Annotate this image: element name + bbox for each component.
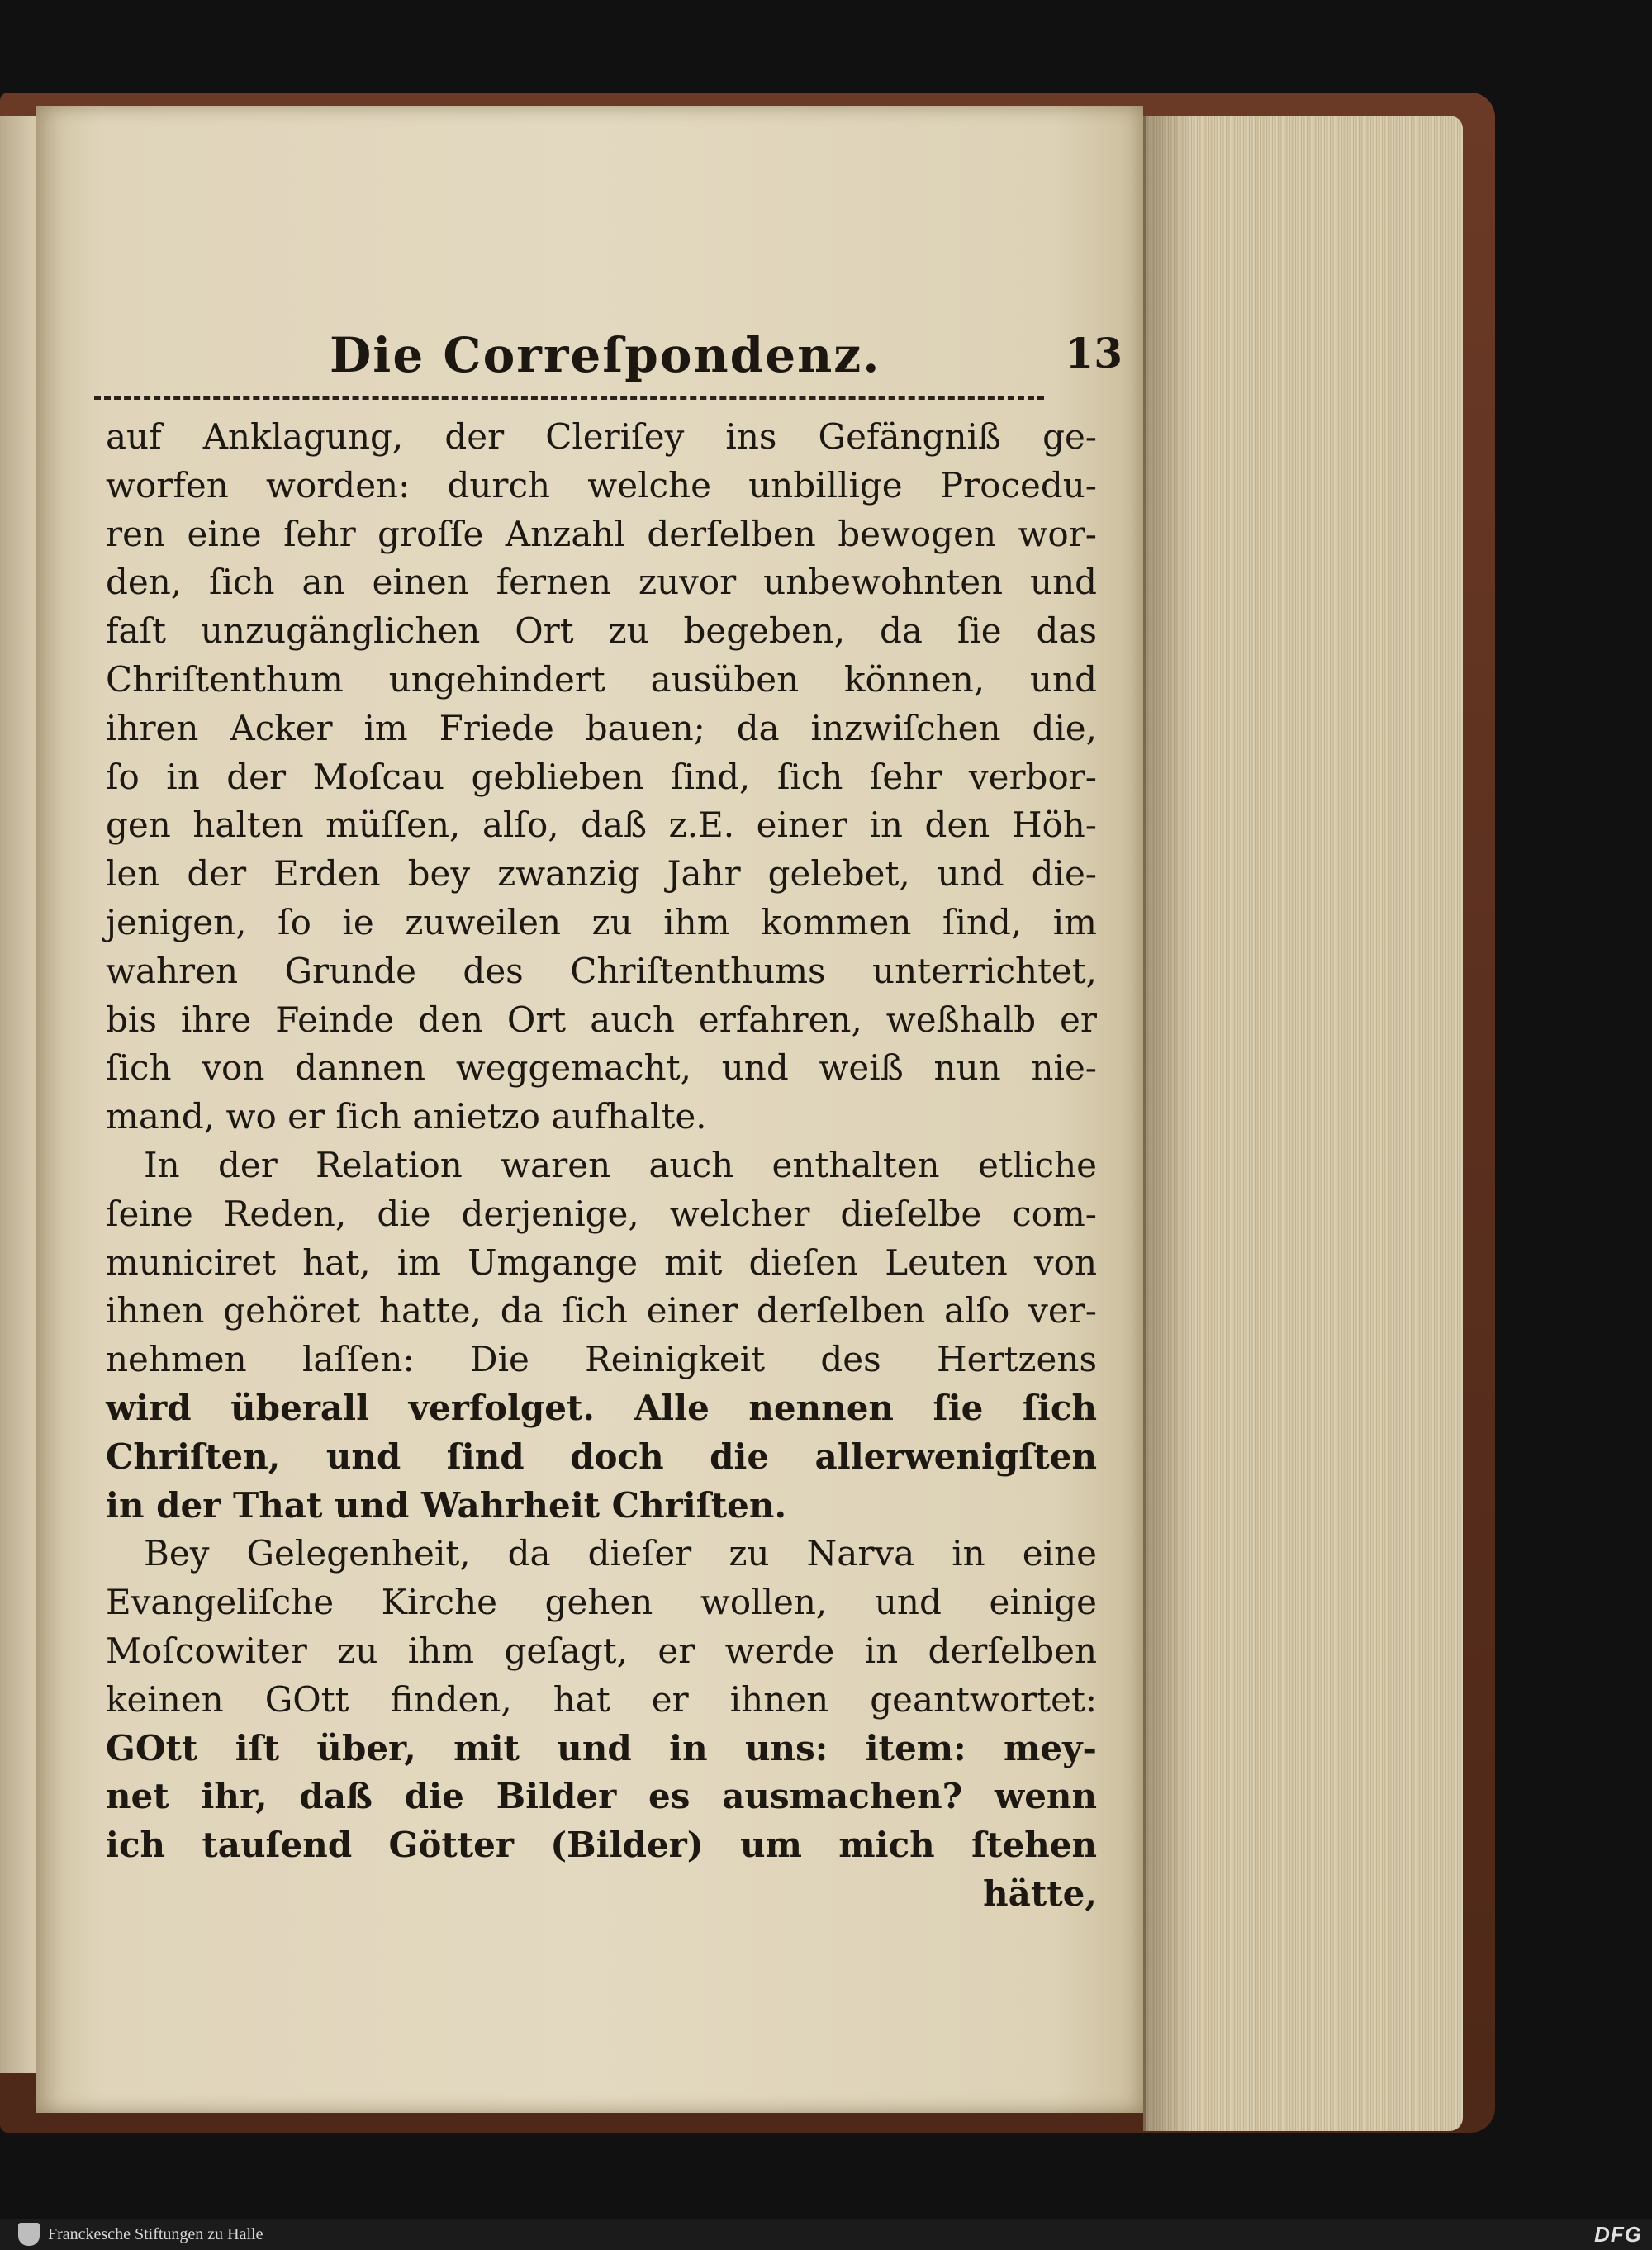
text-line: ſo in der Moſcau geblieben ſind, ſich ſehr verbor- <box>106 756 1097 797</box>
text-line: ihnen gehöret hatte, da ſich einer derſelben alſo ver- <box>106 1290 1097 1331</box>
text-line: municiret hat, im Umgange mit dieſen Leuten von <box>106 1241 1097 1283</box>
text-line: In der Relation waren auch enthalten etliche <box>144 1144 1097 1185</box>
text-line: faſt unzugänglichen Ort zu begeben, da ſie das <box>106 610 1097 652</box>
text-line: worfen worden: durch welche unbillige Procedu- <box>106 464 1097 506</box>
text-line: ſich von dannen weggemacht, und weiß nun nie- <box>106 1047 1097 1089</box>
page-edges-shadow <box>1143 116 1193 2131</box>
text-line: ſeine Reden, die derjenige, welcher dieſelbe com- <box>106 1193 1097 1234</box>
text-line: ren eine ſehr groſſe Anzahl derſelben bewogen wor- <box>106 513 1097 554</box>
text-line: den, ſich an einen fernen zuvor unbewohnten und <box>106 562 1097 603</box>
text-line: Moſcowiter zu ihm geſagt, er werde in derſelben <box>106 1630 1097 1671</box>
text-line: nehmen laſſen: Die Reinigkeit des Hertzens <box>106 1339 1097 1380</box>
header-rule <box>94 396 1044 400</box>
text-line: Chriſten, und ſind doch die allerwenigſten <box>106 1436 1097 1477</box>
text-line: keinen GOtt finden, hat er ihnen geantwortet: <box>106 1678 1097 1720</box>
institution-label: Franckesche Stiftungen zu Halle <box>48 2225 263 2243</box>
text-line: ihren Acker im Friede bauen; da inzwiſchen die, <box>106 707 1097 748</box>
text-line: Chriſtenthum ungehindert ausüben können, und <box>106 658 1097 700</box>
text-block <box>106 413 1097 1919</box>
left-page-edge <box>0 116 38 2073</box>
page-number: 13 <box>1065 329 1123 377</box>
text-line: in der That und Wahrheit Chriſten. <box>106 1484 787 1526</box>
text-line: gen halten müſſen, alſo, daß z.E. einer in den Höh- <box>106 805 1097 846</box>
text-line: bis ihre Feinde den Ort auch erfahren, weßhalb er <box>106 999 1097 1040</box>
text-line: net ihr, daß die Bilder es ausmachen? wenn <box>106 1776 1097 1817</box>
text-line: auf Anklagung, der Cleriſey ins Gefängniß ge- <box>106 416 1097 457</box>
book-page <box>36 106 1143 2113</box>
text-line: jenigen, ſo ie zuweilen zu ihm kommen ſind, im <box>106 901 1097 942</box>
running-title: Die Correſpondenz. <box>330 327 881 383</box>
text-line: Evangeliſche Kirche gehen wollen, und einige <box>106 1582 1097 1623</box>
text-line: wird überall verfolget. Alle nennen ſie ſich <box>106 1387 1097 1428</box>
footer-bar <box>0 2219 1652 2250</box>
text-line: ich tauſend Götter (Bilder) um mich ſtehen <box>106 1825 1097 1866</box>
text-line: mand, wo er ſich anietzo aufhalte. <box>106 1096 707 1137</box>
dfg-logo: DFG <box>1594 2222 1642 2247</box>
running-head <box>330 327 1123 385</box>
text-line: GOtt iſt über, mit und in uns: item: mey- <box>106 1727 1097 1768</box>
institution-emblem-icon <box>18 2223 40 2246</box>
catchword: hätte, <box>983 1873 1097 1914</box>
text-line: len der Erden bey zwanzig Jahr gelebet, und die- <box>106 853 1097 895</box>
text-line: wahren Grunde des Chriſtenthums unterrichtet, <box>106 950 1097 991</box>
text-line: Bey Gelegenheit, da dieſer zu Narva in eine <box>144 1533 1097 1574</box>
